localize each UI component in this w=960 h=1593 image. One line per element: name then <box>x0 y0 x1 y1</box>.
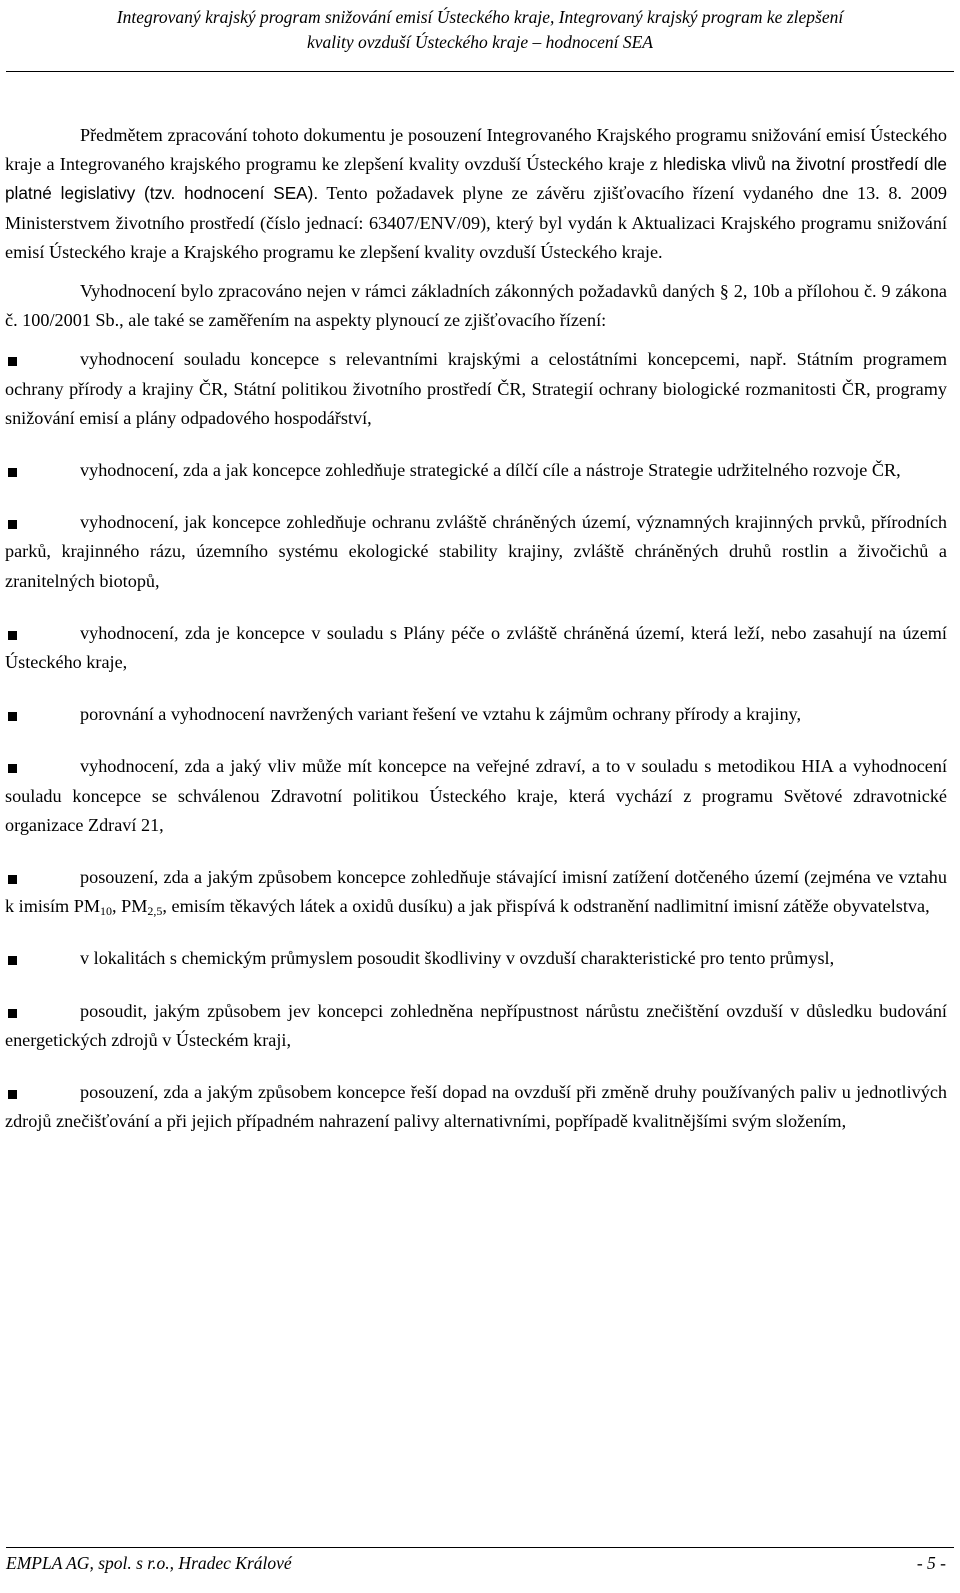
list-item <box>5 944 947 973</box>
intro-paragraph <box>5 121 947 267</box>
list-item <box>5 456 947 485</box>
page-header <box>0 5 960 55</box>
list-item-text: vyhodnocení, jak koncepce zohledňuje ochranu zvláště chráněných území, významných krajinných prvků, přírodních parků, krajinného rázu, územního systému ekologické stability krajiny, zvláště chráněných druhů rostlin a živočichů a zranitelných biotopů, <box>5 512 947 591</box>
list-item <box>5 752 947 840</box>
list-item-text: posoudit, jakým způsobem jev koncepci zohledněna nepřípustnost nárůstu znečištění ovzduší v důsledku budování energetických zdrojů v Ústeckém kraji, <box>5 1000 947 1050</box>
footer-divider <box>6 1547 954 1548</box>
header-line-2: kvality ovzduší Ústeckého kraje – hodnocení SEA <box>306 32 653 52</box>
list-item <box>5 700 947 729</box>
pm10-subscript: 10 <box>100 904 113 919</box>
list-item-text: vyhodnocení souladu koncepce s relevantními krajskými a celostátními koncepcemi, např. Státním programem ochrany přírody a krajiny ČR, Státní politikou životního prostředí ČR, Strategií ochrany biologické rozmanitosti ČR, programy snižování emisí a plány odpadového hospodářství, <box>5 349 947 428</box>
bullet-icon <box>8 956 17 965</box>
aspects-paragraph: Vyhodnocení bylo zpracováno nejen v rámci základních zákonných požadavků daných § 2, 10b a přílohou č. 9 zákona č. 100/2001 Sb., ale také se zaměřením na aspekty plynoucí ze zjišťovacího řízení: <box>5 281 947 331</box>
footer-company: EMPLA AG, spol. s r.o., Hradec Králové <box>6 1553 292 1573</box>
pm25-subscript: 2,5 <box>147 904 163 919</box>
list-item-text: porovnání a vyhodnocení navržených variant řešení ve vztahu k zájmům ochrany přírody a krajiny, <box>80 704 802 725</box>
list-item-text: v lokalitách s chemickým průmyslem posoudit škodliviny v ovzduší charakteristické pro tento průmysl, <box>80 948 835 969</box>
document-body <box>5 121 947 1136</box>
list-item-text-c: , emisím těkavých látek a oxidů dusíku) a jak přispívá k odstranění nadlimitní imisní zátěže obyvatelstva, <box>162 896 930 917</box>
bullet-icon <box>8 631 17 640</box>
intro-text-c: Tento požadavek plyne ze závěru zjišťovacího řízení vydaného dne 13. 8. 2009 Ministerstvem životního prostředí (číslo jednací: 63407/ENV/09), který byl vydán k Aktualizaci Krajského programu snižování emisí Ústeckého kraje a Krajského programu ke zlepšení kvality ovzduší Ústeckého kraje. <box>5 183 947 262</box>
bullet-icon <box>8 875 17 884</box>
list-item <box>5 508 947 596</box>
list-item <box>5 619 947 677</box>
bullet-icon <box>8 357 17 366</box>
list-item <box>5 1078 947 1136</box>
header-line-1: Integrovaný krajský program snižování emisí Ústeckého kraje, Integrovaný krajský program ke zlepšení <box>116 7 844 27</box>
intro-text-a: Předmětem zpracování tohoto dokumentu je posouzení Integrovaného Krajského programu snižování emisí Ústeckého kraje a Integrovaného krajského programu ke zlepšení kvality ovzduší Ústeckého kraje z <box>5 125 947 175</box>
bullet-icon <box>8 1090 17 1099</box>
list-item-text: vyhodnocení, zda a jak koncepce zohledňuje strategické a dílčí cíle a nástroje Strategie udržitelného rozvoje ČR, <box>80 460 901 481</box>
list-item <box>5 997 947 1055</box>
list-item-text: posouzení, zda a jakým způsobem koncepce řeší dopad na ovzduší při změně druhy používaných paliv u jednotlivých zdrojů znečišťování a při jejich případném nahrazení palivy alternativními, popřípadě kvalitnějšími svým složením, <box>5 1082 947 1132</box>
list-item-text-b: , PM <box>112 896 148 917</box>
list-item-text: vyhodnocení, zda je koncepce v souladu s Plány péče o zvláště chráněná území, která leží, nebo zasahují na území Ústeckého kraje, <box>5 622 947 673</box>
intro-text-b: hlediska vlivů na životní prostředí dle platné legislativy (tzv. hodnocení SEA). <box>5 154 947 204</box>
bullet-icon <box>8 712 17 721</box>
list-item <box>5 863 947 921</box>
list-item-text: vyhodnocení, zda a jaký vliv může mít koncepce na veřejné zdraví, a to v souladu s metodikou HIA a vyhodnocení souladu koncepce se schválenou Zdravotní politikou Ústeckého kraje, která vychází z programu Světové zdravotnické organizace Zdraví 21, <box>5 756 947 835</box>
header-divider <box>6 71 954 72</box>
list-item <box>5 345 947 433</box>
list-item-text-a: posouzení, zda a jakým způsobem koncepce zohledňuje stávající imisní zatížení dotčeného území (zejména ve vztahu k imisím PM <box>5 867 947 917</box>
bullet-icon <box>8 468 17 477</box>
bullet-icon <box>8 1009 17 1018</box>
page-number: - 5 - <box>916 1553 946 1573</box>
bullet-icon <box>8 764 17 773</box>
bullet-icon <box>8 520 17 529</box>
